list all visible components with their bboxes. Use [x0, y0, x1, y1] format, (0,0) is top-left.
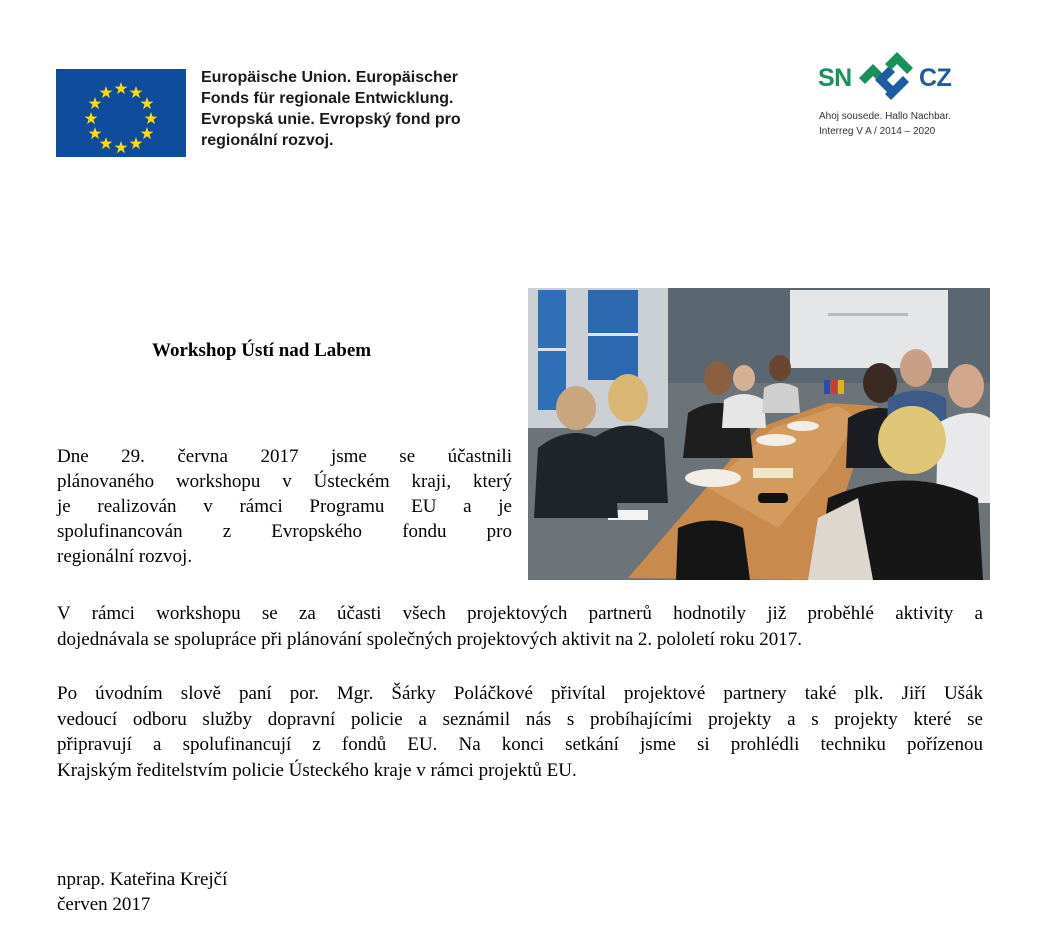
eu-caption-line: regionální rozvoj.: [201, 132, 334, 149]
intro-line: spolufinancován z Evropského fondu pro: [57, 521, 512, 542]
eu-flag-icon: [56, 69, 186, 157]
logo-sn-text: SN: [818, 64, 852, 92]
logo-tagline: Ahoj sousede. Hallo Nachbar.: [819, 111, 951, 122]
paragraph-line: Po úvodním slově paní por. Mgr. Šárky Poláčkové přivítal projektové partnery také plk. Jiří Ušák: [57, 683, 983, 704]
eu-fund-caption: [201, 67, 501, 151]
meeting-photo: [528, 288, 990, 580]
paragraph-line: vedoucí odboru služby dopravní policie a seznámil nás s probíhajícími projekty a s projekty které se: [57, 708, 983, 730]
eu-caption-line: Evropská unie. Evropský fond pro: [201, 111, 461, 128]
intro-line: Dne 29. června 2017 jsme se účastnili: [57, 446, 512, 467]
paragraph-line: připravují a spolufinancují z fondů EU. Na konci setkání jsme si prohlédli techniku pořízenou: [57, 734, 983, 755]
intro-line: plánovaného workshopu v Ústeckém kraji, který: [57, 471, 512, 492]
logo-program-period: Interreg V A / 2014 – 2020: [819, 126, 936, 137]
handshake-chevron-icon: [855, 50, 917, 102]
intro-paragraph: [57, 444, 512, 569]
document-date: červen 2017: [57, 894, 151, 915]
paragraph-line: dojednávala se spolupráce při plánování společných projektových aktivit na 2. pololetí roku 2017.: [57, 628, 803, 650]
author-name: nprap. Kateřina Krejčí: [57, 869, 228, 890]
paragraph-line: V rámci workshopu se za účasti všech projektových partnerů hodnotily již proběhlé aktivity a: [57, 603, 983, 624]
paragraph-line: Krajským ředitelstvím policie Ústeckého kraje v rámci projektů EU.: [57, 759, 577, 781]
intro-line: je realizován v rámci Programu EU a je: [57, 496, 512, 517]
eu-caption-line: Fonds für regionale Entwicklung.: [201, 90, 454, 107]
document-title: Workshop Ústí nad Labem: [152, 340, 372, 361]
interreg-sncz-logo: [815, 48, 965, 148]
logo-cz-text: CZ: [919, 64, 952, 92]
paragraph-workshop-summary: [57, 601, 983, 652]
paragraph-welcome: [57, 681, 983, 783]
signature-block: [57, 867, 227, 917]
intro-line: regionální rozvoj.: [57, 546, 193, 567]
eu-caption-line: Europäische Union. Europäischer: [201, 69, 458, 86]
